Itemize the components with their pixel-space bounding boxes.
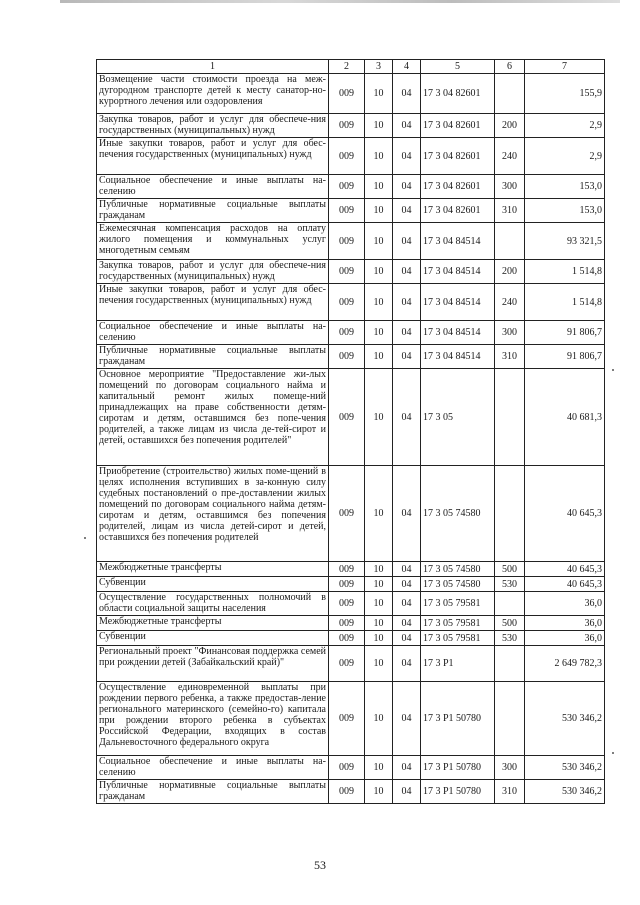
row-vr: 300 [495, 321, 525, 345]
row-pr: 04 [393, 260, 421, 284]
header-cell: 2 [329, 60, 365, 74]
row-rz: 10 [365, 631, 393, 646]
row-pr: 04 [393, 345, 421, 369]
header-cell: 5 [421, 60, 495, 74]
row-csr: 17 3 04 84514 [421, 284, 495, 321]
row-vr: 500 [495, 562, 525, 577]
row-rz: 10 [365, 646, 393, 682]
row-pr: 04 [393, 780, 421, 804]
row-rz: 10 [365, 369, 393, 466]
row-sum: 530 346,2 [525, 780, 605, 804]
scan-speck [612, 369, 614, 371]
row-sum: 36,0 [525, 616, 605, 631]
table-row [97, 74, 605, 114]
row-vr: 240 [495, 284, 525, 321]
row-gr: 009 [329, 780, 365, 804]
row-name: Региональный проект "Финансовая поддержка семей при рождении детей (Забайкальский край)" [97, 646, 329, 682]
row-vr [495, 74, 525, 114]
row-gr: 009 [329, 592, 365, 616]
row-rz: 10 [365, 321, 393, 345]
table-row [97, 756, 605, 780]
row-csr: 17 3 04 84514 [421, 260, 495, 284]
table-row [97, 646, 605, 682]
row-name: Социальное обеспечение и иные выплаты на-селению [97, 175, 329, 199]
row-name: Публичные нормативные социальные выплаты гражданам [97, 345, 329, 369]
row-pr: 04 [393, 74, 421, 114]
row-gr: 009 [329, 616, 365, 631]
row-vr: 300 [495, 756, 525, 780]
row-sum: 40 681,3 [525, 369, 605, 466]
row-vr: 530 [495, 577, 525, 592]
table-row [97, 369, 605, 466]
row-vr: 310 [495, 199, 525, 223]
row-gr: 009 [329, 260, 365, 284]
table-row [97, 260, 605, 284]
row-rz: 10 [365, 682, 393, 756]
row-vr: 300 [495, 175, 525, 199]
row-rz: 10 [365, 114, 393, 138]
row-name: Основное мероприятие "Предоставление жи-лых помещений по договорам социального найма и капитальный ремонт жилых помеще-ний принадлежащих на праве собственности детям-сиротам и детям, оставшимся без попе-чения родителей, а также лицам из числа де-тей-сирот и детей, оставшихся без попечения родителей" [97, 369, 329, 466]
row-gr: 009 [329, 369, 365, 466]
row-name: Закупка товаров, работ и услуг для обеспече-ния государственных (муниципальных) нужд [97, 260, 329, 284]
table-row [97, 284, 605, 321]
row-gr: 009 [329, 321, 365, 345]
table-row [97, 592, 605, 616]
row-csr: 17 3 04 82601 [421, 175, 495, 199]
row-rz: 10 [365, 577, 393, 592]
row-sum: 93 321,5 [525, 223, 605, 260]
row-name: Приобретение (строительство) жилых поме-щений в целях исполнения вступивших в за-конную силу судебных постановлений о пре-доставлении жилых помещений по договорам социального найма детям-сиротам и детям, оставшимся без попечения родителей, лицам из числа детей-сирот и детей, оставшихся без попечения родителей [97, 466, 329, 562]
row-sum: 40 645,3 [525, 466, 605, 562]
row-name: Социальное обеспечение и иные выплаты на-селению [97, 756, 329, 780]
scan-speck [84, 537, 86, 539]
row-pr: 04 [393, 114, 421, 138]
row-gr: 009 [329, 345, 365, 369]
table-body [97, 74, 605, 804]
row-csr: 17 3 04 82601 [421, 199, 495, 223]
scan-top-edge [60, 0, 620, 3]
row-gr: 009 [329, 138, 365, 175]
row-rz: 10 [365, 284, 393, 321]
table-row [97, 114, 605, 138]
row-pr: 04 [393, 682, 421, 756]
row-vr [495, 223, 525, 260]
row-sum: 1 514,8 [525, 260, 605, 284]
row-csr: 17 3 05 79581 [421, 631, 495, 646]
row-csr: 17 3 P1 50780 [421, 756, 495, 780]
row-rz: 10 [365, 138, 393, 175]
row-vr: 500 [495, 616, 525, 631]
row-gr: 009 [329, 631, 365, 646]
row-csr: 17 3 P1 [421, 646, 495, 682]
scan-speck [612, 752, 614, 754]
row-pr: 04 [393, 321, 421, 345]
row-gr: 009 [329, 682, 365, 756]
row-csr: 17 3 05 74580 [421, 466, 495, 562]
table-row [97, 199, 605, 223]
row-pr: 04 [393, 592, 421, 616]
row-pr: 04 [393, 466, 421, 562]
header-cell: 7 [525, 60, 605, 74]
row-pr: 04 [393, 138, 421, 175]
row-name: Иные закупки товаров, работ и услуг для обес-печения государственных (муниципальных) нужд [97, 284, 329, 321]
row-pr: 04 [393, 223, 421, 260]
row-gr: 009 [329, 175, 365, 199]
row-rz: 10 [365, 74, 393, 114]
row-csr: 17 3 05 74580 [421, 577, 495, 592]
row-rz: 10 [365, 616, 393, 631]
row-rz: 10 [365, 780, 393, 804]
row-gr: 009 [329, 756, 365, 780]
row-csr: 17 3 04 82601 [421, 74, 495, 114]
page-number: 53 [314, 858, 326, 872]
row-vr: 310 [495, 345, 525, 369]
table-row [97, 682, 605, 756]
table-row [97, 321, 605, 345]
row-name: Публичные нормативные социальные выплаты гражданам [97, 199, 329, 223]
row-gr: 009 [329, 562, 365, 577]
row-gr: 009 [329, 466, 365, 562]
row-gr: 009 [329, 74, 365, 114]
budget-table [96, 59, 605, 804]
row-gr: 009 [329, 577, 365, 592]
row-pr: 04 [393, 631, 421, 646]
row-name: Субвенции [97, 577, 329, 592]
row-pr: 04 [393, 284, 421, 321]
row-pr: 04 [393, 199, 421, 223]
row-vr: 200 [495, 260, 525, 284]
row-vr [495, 369, 525, 466]
row-pr: 04 [393, 175, 421, 199]
table-row [97, 562, 605, 577]
row-sum: 155,9 [525, 74, 605, 114]
row-rz: 10 [365, 562, 393, 577]
row-pr: 04 [393, 562, 421, 577]
row-name: Закупка товаров, работ и услуг для обеспече-ния государственных (муниципальных) нужд [97, 114, 329, 138]
row-pr: 04 [393, 756, 421, 780]
row-rz: 10 [365, 345, 393, 369]
row-rz: 10 [365, 592, 393, 616]
row-sum: 2 649 782,3 [525, 646, 605, 682]
row-sum: 91 806,7 [525, 321, 605, 345]
table-row [97, 780, 605, 804]
row-name: Возмещение части стоимости проезда на меж-дугородном транспорте детей к месту санатор-но-курортного лечения или оздоровления [97, 74, 329, 114]
row-name: Осуществление единовременной выплаты при рождении первого ребенка, а также предостав-ление регионального материнского (семейно-го) капитала при рождении второго ребенка в субъектах Российской Федерации, входящих в состав Дальневосточного федерального округа [97, 682, 329, 756]
row-csr: 17 3 04 84514 [421, 223, 495, 260]
row-pr: 04 [393, 646, 421, 682]
row-rz: 10 [365, 756, 393, 780]
header-cell: 6 [495, 60, 525, 74]
row-name: Межбюджетные трансферты [97, 562, 329, 577]
row-gr: 009 [329, 223, 365, 260]
row-rz: 10 [365, 223, 393, 260]
table-row [97, 577, 605, 592]
row-csr: 17 3 05 [421, 369, 495, 466]
row-sum: 530 346,2 [525, 756, 605, 780]
row-sum: 2,9 [525, 114, 605, 138]
row-gr: 009 [329, 114, 365, 138]
row-vr: 200 [495, 114, 525, 138]
row-csr: 17 3 04 82601 [421, 138, 495, 175]
row-vr: 240 [495, 138, 525, 175]
row-rz: 10 [365, 175, 393, 199]
row-name: Осуществление государственных полномочий в области социальной защиты населения [97, 592, 329, 616]
table-row [97, 616, 605, 631]
row-csr: 17 3 05 79581 [421, 592, 495, 616]
row-vr [495, 646, 525, 682]
row-rz: 10 [365, 260, 393, 284]
row-sum: 91 806,7 [525, 345, 605, 369]
row-sum: 36,0 [525, 592, 605, 616]
header-cell: 3 [365, 60, 393, 74]
table-row [97, 175, 605, 199]
row-name: Иные закупки товаров, работ и услуг для обес-печения государственных (муниципальных) нужд [97, 138, 329, 175]
row-csr: 17 3 P1 50780 [421, 682, 495, 756]
row-sum: 36,0 [525, 631, 605, 646]
row-csr: 17 3 P1 50780 [421, 780, 495, 804]
row-vr [495, 466, 525, 562]
row-vr: 530 [495, 631, 525, 646]
row-sum: 530 346,2 [525, 682, 605, 756]
row-name: Субвенции [97, 631, 329, 646]
table-row [97, 466, 605, 562]
row-csr: 17 3 05 79581 [421, 616, 495, 631]
row-sum: 153,0 [525, 199, 605, 223]
row-sum: 2,9 [525, 138, 605, 175]
row-sum: 153,0 [525, 175, 605, 199]
header-cell: 1 [97, 60, 329, 74]
row-sum: 1 514,8 [525, 284, 605, 321]
row-gr: 009 [329, 284, 365, 321]
row-name: Ежемесячная компенсация расходов на оплату жилого помещения и коммунальных услуг многодетным семьям [97, 223, 329, 260]
row-gr: 009 [329, 199, 365, 223]
row-csr: 17 3 05 74580 [421, 562, 495, 577]
row-name: Социальное обеспечение и иные выплаты на-селению [97, 321, 329, 345]
table-row [97, 345, 605, 369]
row-gr: 009 [329, 646, 365, 682]
row-vr [495, 682, 525, 756]
table-row [97, 138, 605, 175]
row-pr: 04 [393, 577, 421, 592]
table-row [97, 223, 605, 260]
row-csr: 17 3 04 84514 [421, 345, 495, 369]
row-vr [495, 592, 525, 616]
row-pr: 04 [393, 616, 421, 631]
row-rz: 10 [365, 466, 393, 562]
header-cell: 4 [393, 60, 421, 74]
table-row [97, 631, 605, 646]
row-csr: 17 3 04 82601 [421, 114, 495, 138]
row-vr: 310 [495, 780, 525, 804]
row-pr: 04 [393, 369, 421, 466]
table-header-row [97, 60, 605, 74]
row-sum: 40 645,3 [525, 577, 605, 592]
row-name: Публичные нормативные социальные выплаты гражданам [97, 780, 329, 804]
row-sum: 40 645,3 [525, 562, 605, 577]
row-rz: 10 [365, 199, 393, 223]
row-name: Межбюджетные трансферты [97, 616, 329, 631]
row-csr: 17 3 04 84514 [421, 321, 495, 345]
